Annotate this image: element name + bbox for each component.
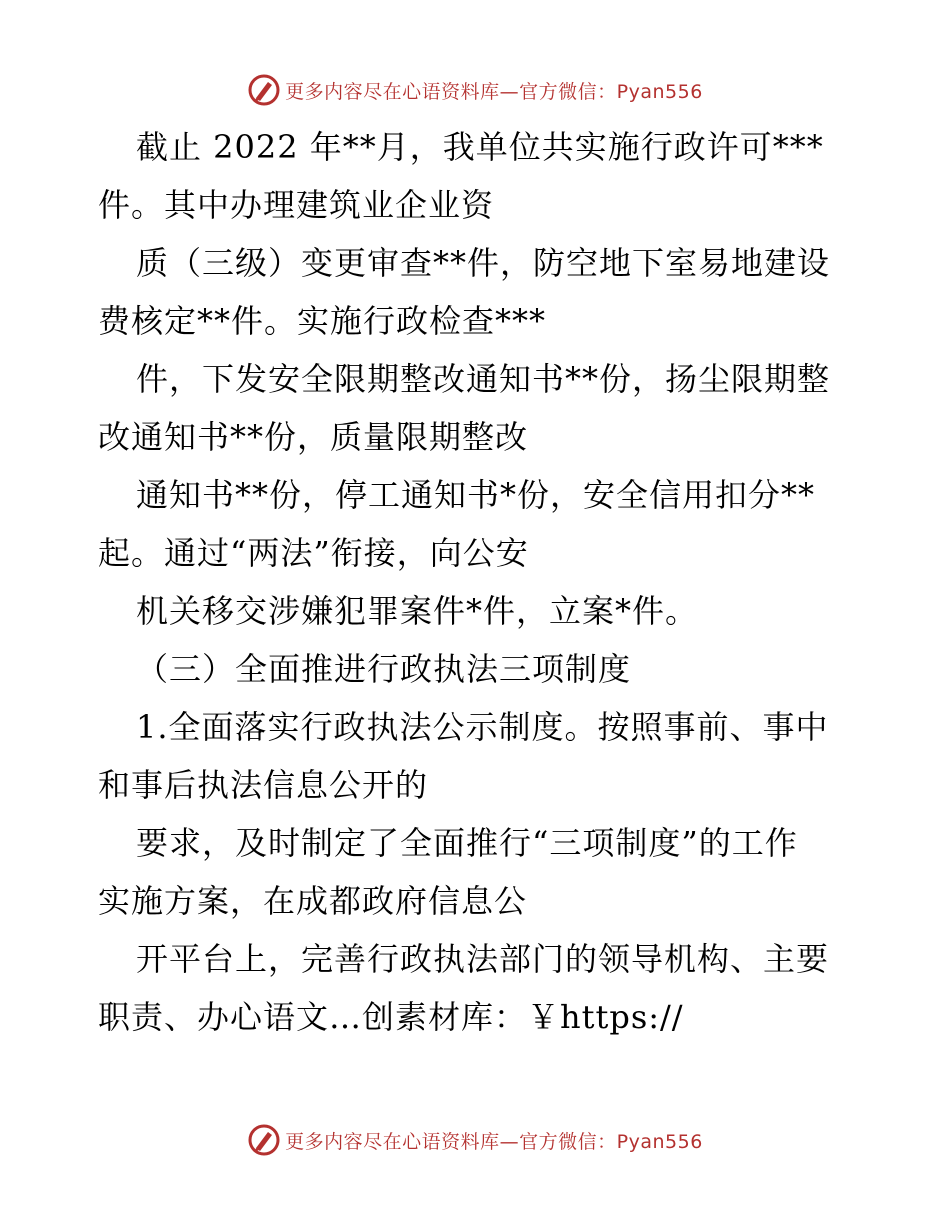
pen-logo-icon	[247, 1123, 281, 1157]
text-line: 要求，及时制定了全面推行“三项制度”的工作	[136, 824, 798, 862]
pen-logo-icon	[247, 73, 281, 107]
text-line: 质（三级）变更审查**件，防空地下室易地建设	[136, 244, 831, 282]
text-line: 改通知书**份，质量限期整改	[98, 418, 529, 456]
text-line: 费核定**件。实施行政检查***	[98, 302, 547, 340]
text-line: 开平台上，完善行政执法部门的领导机构、主要	[136, 940, 830, 978]
text-line: 机关移交涉嫌犯罪案件*件，立案*件。	[136, 592, 699, 630]
footer-banner	[0, 1120, 950, 1160]
header-banner	[0, 70, 950, 110]
text-line: 截止 2022 年**月，我单位共实施行政许可***	[136, 128, 824, 166]
text-line: 实施方案，在成都政府信息公	[98, 882, 528, 920]
banner-text: 更多内容尽在心语资料库—官方微信：Pyan556	[285, 1130, 703, 1153]
text-line: 1.全面落实行政执法公示制度。按照事前、事中	[136, 708, 829, 746]
text-line: 通知书**份，停工通知书*份，安全信用扣分**	[136, 476, 816, 514]
banner-text: 更多内容尽在心语资料库—官方微信：Pyan556	[285, 80, 703, 103]
section-heading: （三）全面推进行政执法三项制度	[136, 650, 632, 688]
text-line: 件，下发安全限期整改通知书**份，扬尘限期整	[136, 360, 831, 398]
document-body	[98, 118, 858, 1046]
text-line: 起。通过“两法”衔接，向公安	[98, 534, 529, 572]
text-line: 职责、办心语文…创素材库：￥https://	[98, 998, 684, 1036]
text-line: 和事后执法信息公开的	[98, 766, 429, 804]
text-line: 件。其中办理建筑业企业资	[98, 186, 495, 224]
